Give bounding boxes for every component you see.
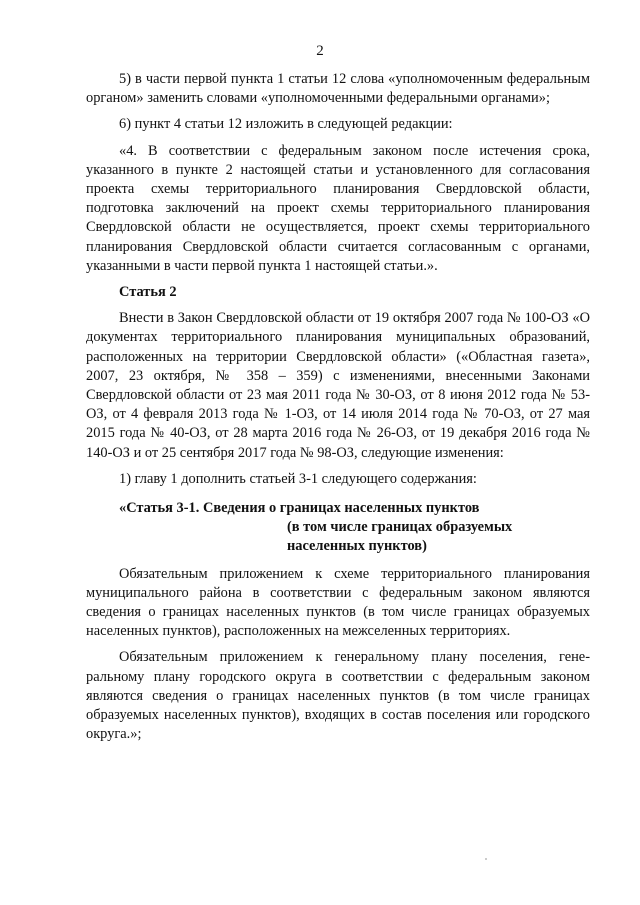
article-3-1-title-line-3: населенных пунктов) <box>287 538 427 555</box>
article-3-1-number: «Статья 3-1. <box>119 500 200 517</box>
article-2-intro: Внести в Закон Свердловской области от 19 октября 2007 года № 100-ОЗ «О документах территориального планирования муниципальных образований, расположенных на территории Свердловской области» («Областная газета», 2007, 23 октября, № 358 – 359) с изменениями, внесенными Законами Свердловской области от 23 мая 2011 года № 30-ОЗ, от 8 июня 2012 года № 53-ОЗ, от 4 февраля 2013 года № 1-ОЗ, от 14 июля 2014 года № 70-ОЗ, от 27 мая 2015 года № 40-ОЗ, от 28 марта 2016 года № 26-ОЗ, от 19 декабря 2016 года № 140-ОЗ и от 25 сентября 2017 года № 98-ОЗ, следующие изменения: <box>86 310 590 461</box>
article-2-heading: Статья 2 <box>119 284 177 301</box>
article-2-item-1: 1) главу 1 дополнить статьей 3-1 следующего содержания: <box>119 470 477 487</box>
mandatory-annex-settlement: Обязательным приложением к генеральному плану поселения, генеральному плану городского округа в соответствии с федеральным законом являются сведения о границах населенных пунктов (в том числе границах образуемых населенных пунктов), входящих в состав поселения или городского округа.»; <box>86 649 590 743</box>
paragraph-item-5: 5) в части первой пункта 1 статьи 12 слова «уполномоченным федеральным органом» заменить словами «уполномоченными федеральными органами»; <box>86 71 590 107</box>
mandatory-annex-district: Обязательным приложением к схеме территориального планирования муниципального района в соответствии с федеральным законом являются сведения о границах населенных пунктов (в том числе границах образуемых населенных пунктов), расположенных на межселенных территориях. <box>86 565 590 640</box>
article-3-1-title <box>86 499 590 557</box>
page-number: 2 <box>316 43 324 59</box>
paragraph-item-6: 6) пункт 4 статьи 12 изложить в следующей редакции: <box>119 116 453 133</box>
scan-speck <box>485 858 487 860</box>
article-3-1-title-line-1: Сведения о границах населенных пунктов <box>203 500 480 517</box>
paragraph-quoted-point-4: «4. В соответствии с федеральным законом после истечения срока, указанного в пункте 2 настоящей статьи и установленного для согласования проекта схемы территориального планирования Свердловской области, подготовка заключений на проект схемы территориального планирования Свердловской области не осуществляется, проект схемы территориального планирования Свердловской области считается согласованным с органами, указанными в части первой пункта 1 настоящей статьи.». <box>86 142 590 274</box>
article-3-1-title-line-2: (в том числе границах образуемых <box>287 519 513 536</box>
document-body <box>86 70 590 745</box>
